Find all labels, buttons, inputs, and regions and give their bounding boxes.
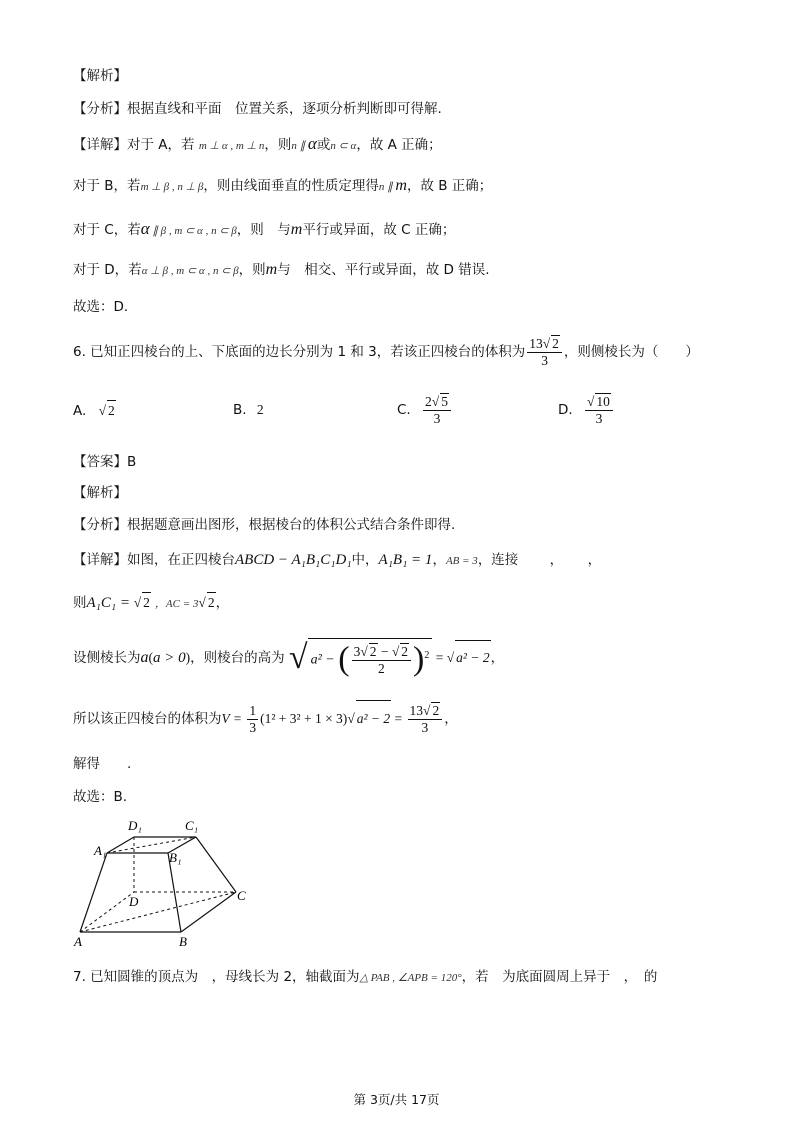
label-c: C [237,888,246,903]
option-d-label: D. [558,402,573,418]
q6-h-num-a: 3 [353,643,361,659]
option-c-coef: 2 [425,394,432,409]
case-c-pre: 对于 C，若 [73,222,141,238]
option-c-rad: 5 [441,394,448,409]
q6-xj-comma: ， [432,552,446,568]
case-c-alpha: α [140,219,150,238]
q6-h-eq: = [432,649,447,665]
case-b-m: m [395,177,407,194]
q6-v-paren: (1² + 3² + 1 × 3) [260,711,348,726]
xiangjie-label: 【详解】 [73,137,127,153]
label-b1: B₁ [169,850,182,865]
q6-fenxi-label: 【分析】 [73,517,127,533]
label-c1: C₁ [185,818,199,833]
q6-h-a2: a² − [310,652,339,668]
q6-set-pre: 设侧棱长为 [73,649,141,666]
q6-v-three: 3 [249,719,257,735]
q6-set-cond: a > 0 [153,649,186,666]
q6-stem-text: 6. 已知正四棱台的上、下底面的边长分别为 1 和 3，若该正四棱台的体积为 [73,344,526,360]
q6-answer: 【答案】B [73,454,137,470]
q7-text: 7. 已知圆锥的顶点为 ，母线长为 2，轴截面为 [73,969,360,985]
q6-stem [73,334,699,370]
q6-height: 设侧棱长为a(a > 0)，则棱台的高为 √ a² − ( $\frac{3√ 2 - √ 2}{2}$ )$^2$ = √ a² − 2， [73,638,505,678]
q6-v-rad: a² − 2 [356,700,391,737]
case-b-cond: m ⊥ β , n ⊥ β [140,181,204,193]
q6-volume: 所以该正四棱台的体积为V = $\frac{1}{3}$ (1² + 3² + 1 × 3)√ a² − 2 = $\frac{13√ 2}{3}$ ， [73,700,458,737]
q6-stem-end: ，则侧棱长为（ ） [563,344,699,360]
q6-fenxi-text: 根据题意画出图形，根据棱台的体积公式结合条件即得. [127,517,456,533]
q6-ac: ，AC = 3 [154,598,199,610]
case-d [73,260,490,281]
case-a-res2: n ⊂ α [330,140,357,152]
q6-v-res-den: 3 [421,720,429,735]
q6-a1c1-rad: 2 [142,592,151,613]
vol-coef: 13 [529,336,543,351]
q6-v-end: ， [444,711,458,727]
option-d-den: 3 [595,411,603,426]
q6-jiexi: 【解析】 [73,485,127,501]
frustum-figure [70,815,260,950]
q6-xj-end: ，连接 ， ， [477,552,602,568]
q7-stem [73,967,657,988]
q6-fenxi [73,515,455,535]
case-b [73,176,492,197]
q6-v-res-rad: 2 [432,703,440,718]
option-a-value: 2 [107,400,116,421]
jiexi-heading-5: 【解析】 [73,68,127,84]
option-b-value: 2 [256,402,264,417]
page-footer: 第 3页/共 17页 [353,1092,440,1107]
label-d1: D₁ [128,818,142,833]
case-a-pre: 对于 A，若 [127,137,195,153]
option-d[interactable] [558,393,615,427]
label-b: B [179,934,187,949]
case-b-res: n ∥ [378,181,396,193]
q6-height-radicand: a² − ( $\frac{3√ 2 - √ 2}{2}$ )$^2$ [308,638,433,678]
case-a-alpha: α [307,134,317,153]
option-d-rad: 10 [596,394,610,409]
case-a-or: 或 [316,137,331,153]
case-d-mid: ，则 [238,262,266,278]
case-a-end: ，故 A 正确； [356,137,442,153]
fenxi-label: 【分析】 [73,101,127,117]
q6-h-minus: − [377,643,392,659]
q6-xj-label: 【详解】 [73,552,127,568]
case-b-mid: ，则由线面垂直的性质定理得 [203,178,379,194]
q6-h-rad2: 2 [401,643,409,659]
case-a-res1: n ∥ [291,140,308,152]
case-c-end: 平行或异面，故 C 正确； [302,222,456,238]
option-c-label: C. [397,402,411,418]
option-c[interactable] [397,393,453,427]
case-d-pre: 对于 D，若 [73,262,142,278]
q6-v-eq: = [391,711,406,726]
option-c-den: 3 [433,411,441,426]
q6-solve: 解得 . [73,756,132,772]
label-a1: A₁ [94,843,107,858]
label-d: D [129,894,139,909]
q6-ze: 则A₁C₁ = √ 2 ，AC = 3√ 2， [73,592,229,614]
q6-a1c1: A₁C₁ = [86,595,134,611]
case-b-end: ，故 B 正确； [406,178,493,194]
q6-set-mid: ，则棱台的高为 [190,649,285,666]
q6-h-den: 2 [377,660,385,676]
q6-h-rad1: 2 [369,643,377,659]
case-c-m: m [290,221,303,238]
case-d-m: m [265,261,278,278]
q6-h-res: a² − 2 [455,640,490,675]
option-d-fraction: $\frac{√ 10}{3}$ [585,393,613,427]
case-d-end: 与 相交、平行或异面，故 D 错误. [277,262,490,278]
case-a-mid: ，则 [264,137,292,153]
xiangjie-a [73,134,442,156]
vol-rad: 2 [552,336,559,351]
case-d-cond: α ⊥ β , m ⊂ α , n ⊂ β [141,265,239,277]
q6-v-res-coef: 13 [409,703,424,718]
q6-xj-mid: 中， [351,552,379,568]
q6-volume-fraction: $\frac{13√ 2}{3}$ [527,335,562,369]
option-c-fraction: $\frac{2√ 5}{3}$ [423,393,451,427]
label-a: A [74,934,82,949]
q6-v-V: V = [221,711,246,726]
q6-ac-end: ， [215,595,230,611]
case-a-cond: m ⊥ α , m ⊥ n [198,140,265,152]
q6-ac-rad: 2 [207,592,216,613]
fenxi-5 [73,99,442,119]
option-a[interactable]: A. √ 2 [73,400,116,421]
case-c-mid: ，则 与 [236,222,291,238]
option-b[interactable] [233,400,264,420]
q6-xiangjie [73,550,601,571]
q6-h-sq: 2 [424,650,430,661]
q6-ze-label: 则 [73,595,87,611]
fenxi-text: 根据直线和平面 位置关系，逐项分析判断即可得解. [127,101,442,117]
case-c-cond: ∥ β , m ⊂ α , n ⊂ β [149,225,237,237]
q6-xj-solid: ABCD − A₁B₁C₁D₁ [235,552,352,568]
q6-v-one: 1 [249,702,257,718]
q6-set-a: a [140,648,149,666]
option-b-label: B. [233,402,247,418]
vol-den: 3 [541,353,548,368]
q6-xj-ab: AB = 3 [445,555,478,567]
q6-choose: 故选：B. [73,789,128,805]
q6-xj-pre: 如图，在正四棱台 [127,552,235,568]
choose-5: 故选：D. [73,299,129,315]
option-a-label: A. [73,403,87,419]
q7-cond: △ PAB , ∠APB = 120° [359,972,462,984]
q7-end: ，若 为底面圆周上异于 ， 的 [461,969,658,985]
case-c [73,219,455,241]
case-b-pre: 对于 B，若 [73,178,141,194]
q6-xj-a1b1: A₁B₁ = 1 [378,552,433,568]
q6-v-pre: 所以该正四棱台的体积为 [73,711,222,727]
q6-h-end: ， [490,649,505,666]
